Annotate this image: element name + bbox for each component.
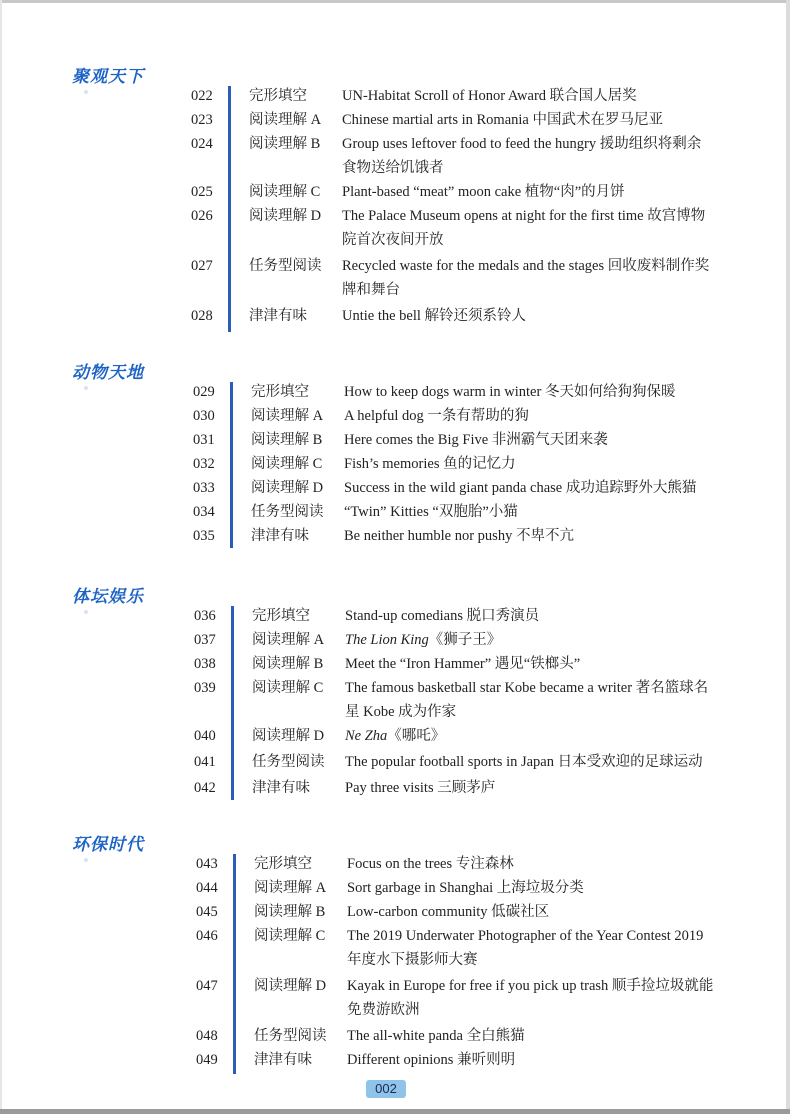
entry-title-continuation: 食物送给饥饿者 — [342, 160, 444, 176]
entry-title — [344, 476, 744, 500]
entry-title — [347, 1024, 747, 1048]
page-ref: 047 — [196, 978, 218, 994]
entry-title — [342, 304, 742, 328]
decorative-dot — [84, 386, 88, 390]
entry-category: 津津有味 — [252, 780, 310, 796]
entry-title-text: Plant-based “meat” moon cake 植物“肉”的月饼 — [342, 184, 625, 200]
entry-title-text: The Palace Museum opens at night for the first time 故宫博物 — [342, 208, 706, 224]
entry-category: 任务型阅读 — [252, 754, 325, 770]
page-ref: 028 — [191, 308, 213, 324]
page-border-right — [786, 0, 790, 1114]
entry-title-text: 《狮子王》 — [428, 632, 502, 648]
entry-title-text: Different opinions 兼听则明 — [347, 1052, 516, 1068]
section-title: 动物天地 — [72, 363, 144, 383]
page-ref: 039 — [194, 680, 216, 696]
entry-title-text: Here comes the Big Five 非洲霸气天团来袭 — [344, 432, 608, 448]
entry-title — [342, 180, 742, 204]
page-border-bottom — [0, 1109, 790, 1114]
entry-title-text: UN-Habitat Scroll of Honor Award 联合国人居奖 — [342, 88, 637, 104]
decorative-dot — [84, 90, 88, 94]
entry-title — [342, 84, 742, 108]
page-ref: 040 — [194, 728, 216, 744]
entry-title-continuation: 星 Kobe 成为作家 — [345, 704, 457, 720]
entry-title-text: Chinese martial arts in Romania 中国武术在罗马尼亚 — [342, 112, 663, 128]
entry-title — [347, 974, 747, 1022]
entry-title-text: Recycled waste for the medals and the stages 回收废料制作奖 — [342, 258, 710, 274]
page-ref: 049 — [196, 1052, 218, 1068]
entry-title — [347, 924, 747, 972]
page-ref: 033 — [193, 480, 215, 496]
entry-title-text: The popular football sports in Japan 日本受欢迎的足球运动 — [345, 754, 703, 770]
entry-title-text: How to keep dogs warm in winter 冬天如何给狗狗保暖 — [344, 384, 676, 400]
entry-title — [345, 724, 745, 748]
entry-title — [344, 404, 744, 428]
entry-category: 津津有味 — [251, 528, 309, 544]
page-ref: 026 — [191, 208, 213, 224]
section-title: 体坛娱乐 — [72, 587, 144, 607]
page-ref: 044 — [196, 880, 218, 896]
entry-category: 阅读理解 A — [254, 880, 327, 896]
entry-title — [347, 900, 747, 924]
entry-category: 阅读理解 D — [251, 480, 324, 496]
entry-title-text: “Twin” Kitties “双胞胎”小猫 — [344, 504, 518, 520]
entry-title-text: The all-white panda 全白熊猫 — [347, 1028, 525, 1044]
entry-title — [344, 428, 744, 452]
page-ref: 031 — [193, 432, 215, 448]
decorative-dot — [84, 858, 88, 862]
entry-title — [345, 776, 745, 800]
entry-title-text: Low-carbon community 低碳社区 — [347, 904, 550, 920]
entry-category: 阅读理解 A — [251, 408, 324, 424]
entry-title-text: A helpful dog 一条有帮助的狗 — [344, 408, 529, 424]
entry-title — [345, 604, 745, 628]
section-rule — [233, 854, 236, 1074]
page-ref: 023 — [191, 112, 213, 128]
entry-category: 阅读理解 B — [254, 904, 326, 920]
entry-title-continuation: 牌和舞台 — [342, 282, 400, 298]
entry-category: 任务型阅读 — [249, 258, 322, 274]
entry-category: 阅读理解 B — [251, 432, 323, 448]
section-rule — [231, 606, 234, 800]
entry-title — [342, 204, 742, 252]
section-title: 聚观天下 — [72, 67, 144, 87]
entry-category: 阅读理解 B — [252, 656, 324, 672]
entry-title-text: Untie the bell 解铃还须系铃人 — [342, 308, 527, 324]
entry-title — [344, 524, 744, 548]
page-ref: 036 — [194, 608, 216, 624]
page-ref: 035 — [193, 528, 215, 544]
entry-title — [345, 676, 745, 724]
entry-title-continuation: 年度水下摄影师大赛 — [347, 952, 478, 968]
entry-title — [342, 254, 742, 302]
entry-title-text: Kayak in Europe for free if you pick up trash 顺手捡垃圾就能 — [347, 978, 714, 994]
page-ref: 042 — [194, 780, 216, 796]
page-ref: 038 — [194, 656, 216, 672]
page-border-top — [0, 0, 790, 3]
entry-category: 任务型阅读 — [251, 504, 324, 520]
page-border-left — [0, 0, 2, 1114]
entry-title — [344, 452, 744, 476]
entry-category: 津津有味 — [249, 308, 307, 324]
page-ref: 024 — [191, 136, 213, 152]
entry-title-text: Focus on the trees 专注森林 — [347, 856, 514, 872]
decorative-dot — [84, 610, 88, 614]
entry-title-continuation: 免费游欧洲 — [347, 1002, 420, 1018]
entry-title — [345, 750, 745, 774]
entry-title-text: The famous basketball star Kobe became a writer 著名篮球名 — [345, 680, 709, 696]
entry-title-text: Meet the “Iron Hammer” 遇见“铁榔头” — [345, 656, 581, 672]
page-ref: 037 — [194, 632, 216, 648]
entry-title — [347, 852, 747, 876]
entry-title — [345, 652, 745, 676]
page-ref: 043 — [196, 856, 218, 872]
entry-category: 完形填空 — [251, 384, 309, 400]
entry-title — [347, 1048, 747, 1072]
section-rule — [230, 382, 233, 548]
entry-category: 阅读理解 D — [252, 728, 325, 744]
entry-title-text: Stand-up comedians 脱口秀演员 — [345, 608, 540, 624]
entry-title — [342, 132, 742, 180]
entry-title-text: Sort garbage in Shanghai 上海垃圾分类 — [347, 880, 584, 896]
entry-category: 阅读理解 C — [251, 456, 323, 472]
entry-title-italic: The Lion King — [345, 632, 429, 648]
entry-category: 津津有味 — [254, 1052, 312, 1068]
entry-category: 阅读理解 C — [254, 928, 326, 944]
entry-title — [347, 876, 747, 900]
entry-category: 完形填空 — [249, 88, 307, 104]
page-ref: 030 — [193, 408, 215, 424]
entry-title-text: Fish’s memories 鱼的记忆力 — [344, 456, 516, 472]
page-ref: 045 — [196, 904, 218, 920]
entry-title-text: Group uses leftover food to feed the hungry 援助组织将剩余 — [342, 136, 702, 152]
page-ref: 048 — [196, 1028, 218, 1044]
entry-category: 阅读理解 D — [249, 208, 322, 224]
page-ref: 041 — [194, 754, 216, 770]
entry-title-text: The 2019 Underwater Photographer of the Year Contest 2019 — [347, 928, 704, 944]
page-ref: 025 — [191, 184, 213, 200]
entry-category: 阅读理解 C — [249, 184, 321, 200]
entry-title-text: Be neither humble nor pushy 不卑不亢 — [344, 528, 574, 544]
entry-title-continuation: 院首次夜间开放 — [342, 232, 444, 248]
entry-category: 阅读理解 C — [252, 680, 324, 696]
page-ref: 032 — [193, 456, 215, 472]
entry-title — [344, 500, 744, 524]
entry-category: 任务型阅读 — [254, 1028, 327, 1044]
entry-title-text: 《哪吒》 — [387, 728, 446, 744]
section-title: 环保时代 — [72, 835, 144, 855]
page-ref: 027 — [191, 258, 213, 274]
entry-category: 完形填空 — [252, 608, 310, 624]
entry-title-text: Pay three visits 三顾茅庐 — [345, 780, 496, 796]
entry-title-text: Success in the wild giant panda chase 成功追踪野外大熊猫 — [344, 480, 697, 496]
entry-title — [345, 628, 745, 652]
entry-category: 阅读理解 B — [249, 136, 321, 152]
page-ref: 029 — [193, 384, 215, 400]
section-rule — [228, 86, 231, 332]
entry-category: 完形填空 — [254, 856, 312, 872]
entry-category: 阅读理解 D — [254, 978, 327, 994]
page-number: 002 — [366, 1080, 406, 1098]
page-ref: 022 — [191, 88, 213, 104]
entry-title — [342, 108, 742, 132]
entry-title-italic: Ne Zha — [345, 728, 388, 744]
page-ref: 034 — [193, 504, 215, 520]
page-ref: 046 — [196, 928, 218, 944]
entry-category: 阅读理解 A — [249, 112, 322, 128]
entry-category: 阅读理解 A — [252, 632, 325, 648]
entry-title — [344, 380, 744, 404]
